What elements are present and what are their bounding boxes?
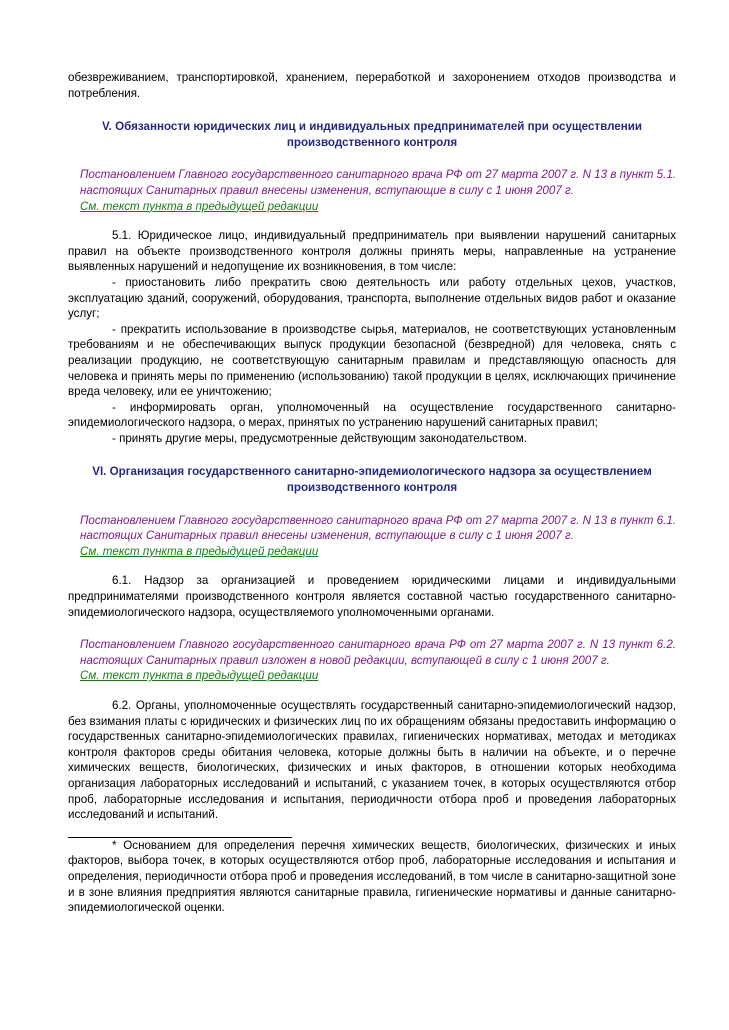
document-page <box>68 70 676 916</box>
paragraph-5-1: 5.1. Юридическое лицо, индивидуальный предприниматель при выявлении нарушений санитарных правил на объекте производственного контроля должны принять меры, направленные на устранение выявленных нарушений и недопущение их возникновения, в том числе: <box>68 229 676 274</box>
previous-edition-link[interactable]: См. текст пункта в предыдущей редакции <box>80 199 319 213</box>
section-6-2-body <box>68 698 676 823</box>
amendment-text: Постановлением Главного государственного санитарного врача РФ от 27 марта 2007 г. N 13 в пункт 6.1. настоящих Санитарных правил внесены изменения, вступающие в силу с 1 июня 2007 г. <box>80 513 676 543</box>
list-item: - принять другие меры, предусмотренные действующим законодательством. <box>112 431 527 445</box>
paragraph-6-1: 6.1. Надзор за организацией и проведением юридическими лицами и индивидуальными предпринимателями производственного контроля является составной частью государственного санитарно-эпидемиологического надзора, осуществляемого уполномоченными органами. <box>68 574 676 619</box>
amendment-note-6-1 <box>80 513 676 560</box>
footnote-text: * Основанием для определения перечня химических веществ, биологических, физических и иных факторов, выбора точек, в которых осуществляются отбор проб, лабораторные исследования и испытания и определения, периодичности отбора проб и проведения исследований, в том числе в санитарно-защитной зоне и в зоне влияния предприятия являются санитарные правила, гигиенические нормативы и данные санитарно-эпидемиологической оценки. <box>68 838 676 915</box>
list-item: - приостановить либо прекратить свою деятельность или работу отдельных цехов, участков, эксплуатацию зданий, сооружений, оборудования, транспорта, выполнение отдельных видов работ и оказание услуг; <box>68 275 676 321</box>
amendment-note-6-2 <box>80 637 676 684</box>
amendment-note-5-1 <box>80 167 676 214</box>
previous-edition-link[interactable]: См. текст пункта в предыдущей редакции <box>80 669 319 683</box>
intro-text: обезвреживанием, транспортировкой, хранением, переработкой и захоронением отходов производства и потребления. <box>68 71 676 100</box>
amendment-text: Постановлением Главного государственного санитарного врача РФ от 27 марта 2007 г. N 13 пункт 6.2. настоящих Санитарных правил изложен в новой редакции, вступающей в силу с 1 июня 2007 г. <box>80 638 676 667</box>
paragraph-6-2: 6.2. Органы, уполномоченные осуществлять государственный санитарно-эпидемиологический надзор, без взимания платы с юридических и физических лиц по их обращениям обязаны предоставить информацию о государственных санитарно-эпидемиологических правилах, гигиенических нормативах, методах и методиках контроля факторов среды обитания человека, которые должны быть в наличии на объекте, и о перечне химических веществ, биологических, физических и иных факторов, в отношении которых необходима организация лабораторных исследований и испытаний, с указанием точек, в которых осуществляются отбор проб, лабораторные исследования и испытания, периодичности отбора проб и проведения лабораторных исследований и испытаний. <box>68 699 676 822</box>
section-5-body <box>68 228 676 446</box>
section-6-1-body <box>68 573 676 620</box>
previous-edition-link[interactable]: См. текст пункта в предыдущей редакции <box>80 544 319 558</box>
section-6-heading: VI. Организация государственного санитарно-эпидемиологического надзора за осуществлением производственного контроля <box>92 465 652 495</box>
list-item: - информировать орган, уполномоченный на осуществление государственного санитарно-эпидемиологического надзора, о мерах, принятых по устранению нарушений санитарных правил; <box>68 400 676 430</box>
list-item: - прекратить использование в производстве сырья, материалов, не соответствующих установленным требованиям и не обеспечивающих выпуск продукции безопасной (безвредной) для человека, снять с реализации продукцию, не соответствующую санитарным правилам и представляющую опасность для человека и принять меры по применению (использованию) такой продукции в целях, исключающих причинение вреда человеку, или ее уничтожению; <box>68 322 676 399</box>
amendment-text: Постановлением Главного государственного санитарного врача РФ от 27 марта 2007 г. N 13 в пункт 5.1. настоящих Санитарных правил внесены изменения, вступающие в силу с 1 июня 2007 г. <box>80 168 676 197</box>
section-5-heading: V. Обязанности юридических лиц и индивидуальных предпринимателей при осуществлении производственного контроля <box>102 120 642 149</box>
